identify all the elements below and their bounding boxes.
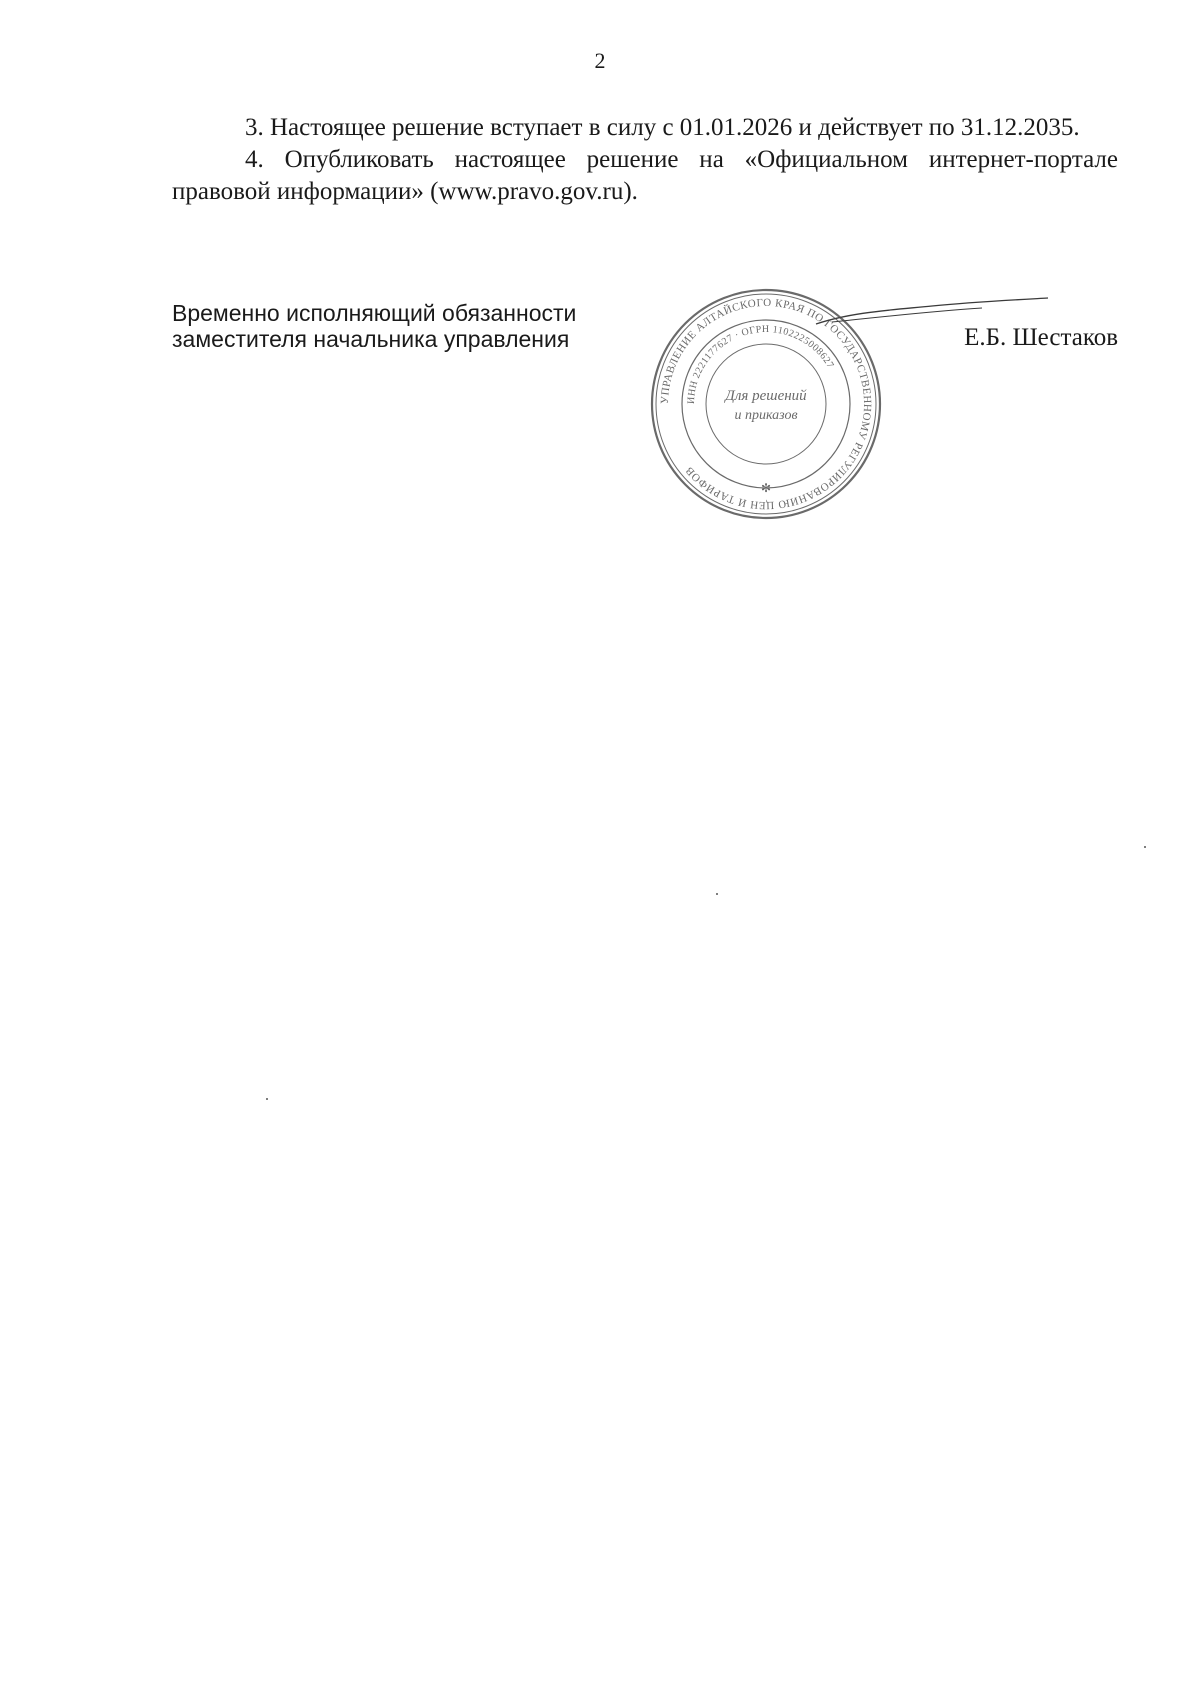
seal-outer-text: УПРАВЛЕНИЕ АЛТАЙСКОГО КРАЯ ПО ГОСУДАРСТВЕННОМУ РЕГУЛИРОВАНИЮ ЦЕН И ТАРИФОВ: [658, 296, 874, 512]
seal-inner-text: ИНН 2221177627 · ОГРН 1102225008627: [685, 323, 836, 405]
document-body: [172, 112, 1118, 208]
seal-center-text: Для решений: [725, 388, 807, 404]
seal-center-text: и приказов: [734, 408, 798, 423]
signature-block: [172, 296, 1118, 530]
scan-speck: [266, 1098, 268, 1100]
signer-name: Е.Б. Шестаков: [964, 324, 1118, 351]
official-seal: [646, 284, 886, 524]
paragraph-publication: 4. Опубликовать настоящее решение на «Официальном интернет-портале правовой информации» (www.pravo.gov.ru).: [172, 146, 1118, 205]
scan-speck: [1144, 846, 1146, 848]
page-number: 2: [594, 48, 606, 73]
seal-star-icon: ✻: [760, 481, 772, 495]
paragraph-effective-date: 3. Настоящее решение вступает в силу с 01.01.2026 и действует по 31.12.2035.: [245, 114, 1080, 141]
signer-position-line: Временно исполняющий обязанности: [172, 300, 577, 326]
scan-speck: [716, 893, 718, 895]
signer-position-line: заместителя начальника управления: [172, 326, 570, 352]
signer-position: [172, 300, 576, 352]
